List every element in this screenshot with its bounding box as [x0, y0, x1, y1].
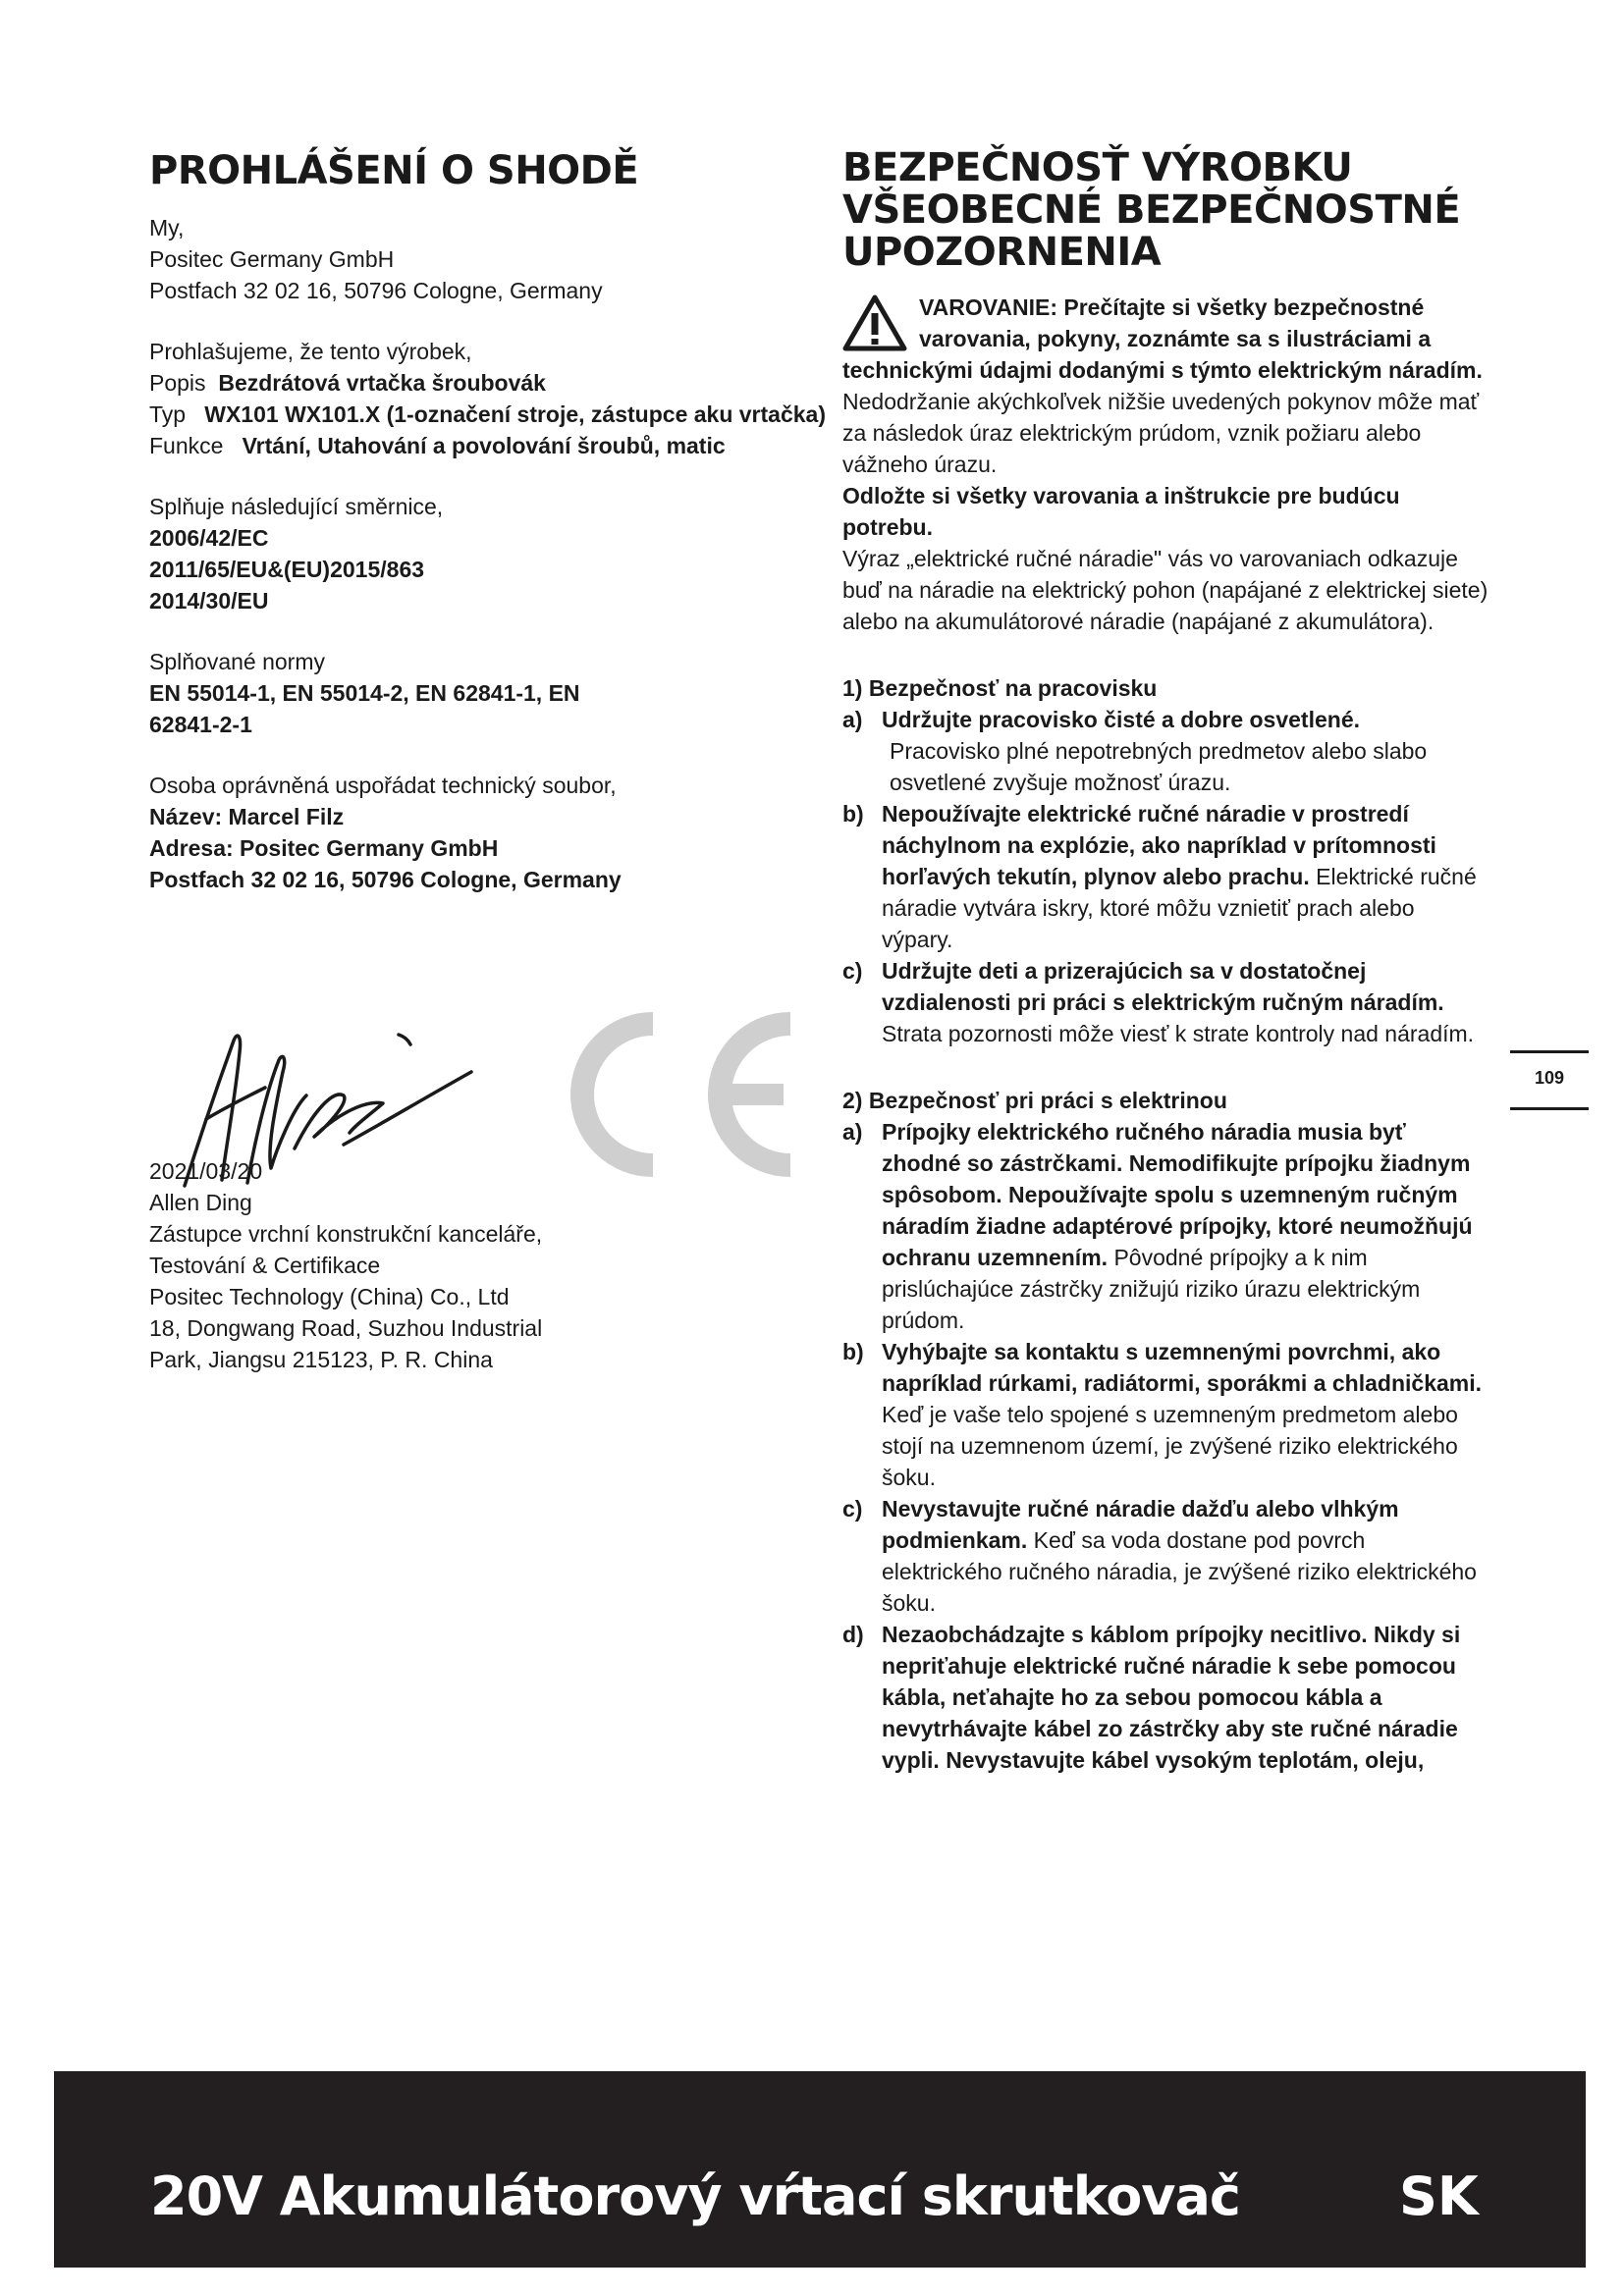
- directive-item: 2011/65/EU&(EU)2015/863: [149, 557, 425, 582]
- term-explanation: Výraz „elektrické ručné náradie" vás vo varovaniach odkazuje buď na náradie na elektrický pohon (napájané z elektrickej siete) alebo na akumulátorové náradie (napájané z akumulátora).: [842, 546, 1489, 634]
- declaration-statement: Prohlašujeme, že tento výrobek,: [149, 339, 472, 364]
- warning-block: [842, 292, 1490, 480]
- footer-language-code: SK: [1399, 2165, 1479, 2227]
- list-item: [842, 1493, 1490, 1619]
- function-value: Vrtání, Utahování a povolování šroubů, matic: [242, 433, 726, 458]
- declaration-address: Postfach 32 02 16, 50796 Cologne, Germany: [149, 278, 603, 303]
- signer-address-line1: 18, Dongwang Road, Suzhou Industrial: [149, 1315, 543, 1341]
- type-value: WX101 WX101.X (1-označení stroje, zástupce aku vrtačka): [204, 401, 826, 427]
- page-number-rule-top: [1510, 1050, 1589, 1053]
- authorized-address-line2: Postfach 32 02 16, 50796 Cologne, Germany: [149, 867, 622, 892]
- item-letter: c): [842, 1496, 863, 1522]
- page-number-rule-bottom: [1510, 1107, 1589, 1110]
- item-text: Strata pozornosti môže viesť k strate kontroly nad náradím.: [882, 1021, 1475, 1046]
- item-letter: b): [842, 1339, 864, 1364]
- type-row: [149, 399, 827, 430]
- item-letter: d): [842, 1622, 864, 1647]
- warning-triangle-icon: [842, 294, 907, 352]
- signer-role-line2: Testování & Certifikace: [149, 1253, 381, 1278]
- signer-role-line1: Zástupce vrchní konstrukční kanceláře,: [149, 1221, 543, 1247]
- item-letter: c): [842, 958, 863, 984]
- signer-company: Positec Technology (China) Co., Ltd: [149, 1284, 510, 1309]
- authorized-name: Název: Marcel Filz: [149, 804, 345, 829]
- item-bold-text: Nevystavujte ručné náradie dažďu alebo vlhkým podmienkam.: [882, 1496, 1399, 1553]
- list-item: [842, 955, 1490, 1049]
- item-bold-text: Udržujte deti a prizerajúcich sa v dostatočnej vzdialenosti pri práci s elektrickým ručným náradím.: [882, 958, 1444, 1015]
- directive-item: 2006/42/EC: [149, 525, 269, 551]
- ce-mark-logo: [550, 1006, 800, 1183]
- item-text: Pôvodné prípojky a k nim prislúchajúce zástrčky znižujú riziko úrazu elektrickým prúdom.: [882, 1245, 1421, 1333]
- list-item: [842, 798, 1490, 955]
- description-label: Popis: [149, 370, 206, 396]
- section-work-area-title: 1) Bezpečnosť na pracovisku: [842, 675, 1158, 701]
- declaration-date: 2021/03/20: [149, 1158, 263, 1184]
- item-bold-text: Nepoužívajte elektrické ručné náradie v prostredí náchylnom na explózie, ako napríklad v prítomnosti horľavých tekutín, plynov alebo prachu.: [882, 801, 1436, 889]
- description-row: [149, 367, 827, 399]
- item-text: Elektrické ručné náradie vytvára iskry, ktoré môžu vznietiť prach alebo výpary.: [882, 864, 1477, 952]
- list-item: [842, 1619, 1490, 1776]
- function-label: Funkce: [149, 433, 224, 458]
- authorized-address-line1: Adresa: Positec Germany GmbH: [149, 835, 499, 861]
- item-bold-text: Udržujte pracovisko čisté a dobre osvetlené.: [882, 707, 1360, 732]
- item-letter: a): [842, 1119, 863, 1145]
- signature-image: [177, 1001, 481, 1198]
- item-letter: b): [842, 801, 864, 827]
- declaration-company: Positec Germany GmbH: [149, 246, 395, 272]
- type-label: Typ: [149, 401, 187, 427]
- item-text: Keď je vaše telo spojené s uzemneným predmetom alebo stojí na uzemnenom území, je zvýšené riziko elektrického šoku.: [882, 1402, 1458, 1490]
- directive-item: 2014/30/EU: [149, 588, 269, 614]
- item-text: Keď sa voda dostane pod povrch elektrického ručného náradia, je zvýšené riziko elektrického šoku.: [882, 1527, 1477, 1616]
- footer-title: 20V Akumulátorový vŕtací skrutkovač: [150, 2165, 1240, 2227]
- function-row: [149, 430, 827, 461]
- directives-intro: Splňuje následující směrnice,: [149, 494, 444, 519]
- list-item: [842, 704, 1490, 798]
- safety-column: [842, 147, 1490, 1776]
- signer-name: Allen Ding: [149, 1190, 252, 1215]
- norms-list: EN 55014-1, EN 55014-2, EN 62841-1, EN 62841-2-1: [149, 680, 580, 737]
- list-item: [842, 1116, 1490, 1336]
- signer-address-line2: Park, Jiangsu 215123, P. R. China: [149, 1347, 493, 1372]
- section-electrical-title: 2) Bezpečnosť pri práci s elektrinou: [842, 1088, 1227, 1113]
- item-text: Pracovisko plné nepotrebných predmetov alebo slabo osvetlené zvyšuje možnosť úrazu.: [890, 738, 1428, 795]
- description-value: Bezdrátová vrtačka šroubovák: [218, 370, 546, 396]
- item-bold-text: Vyhýbajte sa kontaktu s uzemnenými povrchmi, ako napríklad rúrkami, radiátormi, sporákmi a chladničkami.: [882, 1339, 1483, 1396]
- warning-label: VAROVANIE: Prečítajte si všetky: [919, 294, 1268, 320]
- norms-intro: Splňované normy: [149, 649, 325, 674]
- warning-text: Nedodržanie akýchkoľvek nižšie uvedených pokynov môže mať za následok úraz elektrickým prúdom, vznik požiaru alebo vážneho úrazu.: [842, 389, 1480, 477]
- keep-instructions: Odložte si všetky varovania a inštrukcie pre budúcu potrebu.: [842, 483, 1400, 540]
- item-bold-text: Nezaobchádzajte s káblom prípojky necitlivo. Nikdy si nepriťahuje elektrické ručné náradie k sebe pomocou kábla, neťahajte ho za sebou pomocou kábla a nevytrhávajte kábel zo zástrčky aby ste ručné náradie vypli. Nevystavujte kábel vysokým teplotám, oleju,: [882, 1622, 1461, 1773]
- warning-bold-text: bezpečnostné varovania, pokyny, zoznámte sa s ilustráciami a technickými údajmi dodanými s týmto elektrickým náradím.: [842, 294, 1483, 383]
- page-number-block: [1510, 1050, 1589, 1111]
- item-letter: a): [842, 707, 863, 732]
- authorized-intro: Osoba oprávněná uspořádat technický soubor,: [149, 773, 617, 798]
- declaration-we: My,: [149, 215, 185, 240]
- safety-heading: BEZPEČNOSŤ VÝROBKU VŠEOBECNÉ BEZPEČNOSTNÉ UPOZORNENIA: [842, 145, 1461, 275]
- page-number: 109: [1534, 1068, 1565, 1088]
- list-item: [842, 1336, 1490, 1493]
- declaration-heading: PROHLÁŠENÍ O SHODĚ: [149, 148, 639, 193]
- item-bold-text: Prípojky elektrického ručného náradia musia byť zhodné so zástrčkami. Nemodifikujte prípojku žiadnym spôsobom. Nepoužívajte spolu s uzemneným ručným náradím žiadne adaptérové prípojky, ktoré neumožňujú ochranu uzemnením.: [882, 1119, 1473, 1270]
- footer-bar: [54, 2071, 1586, 2268]
